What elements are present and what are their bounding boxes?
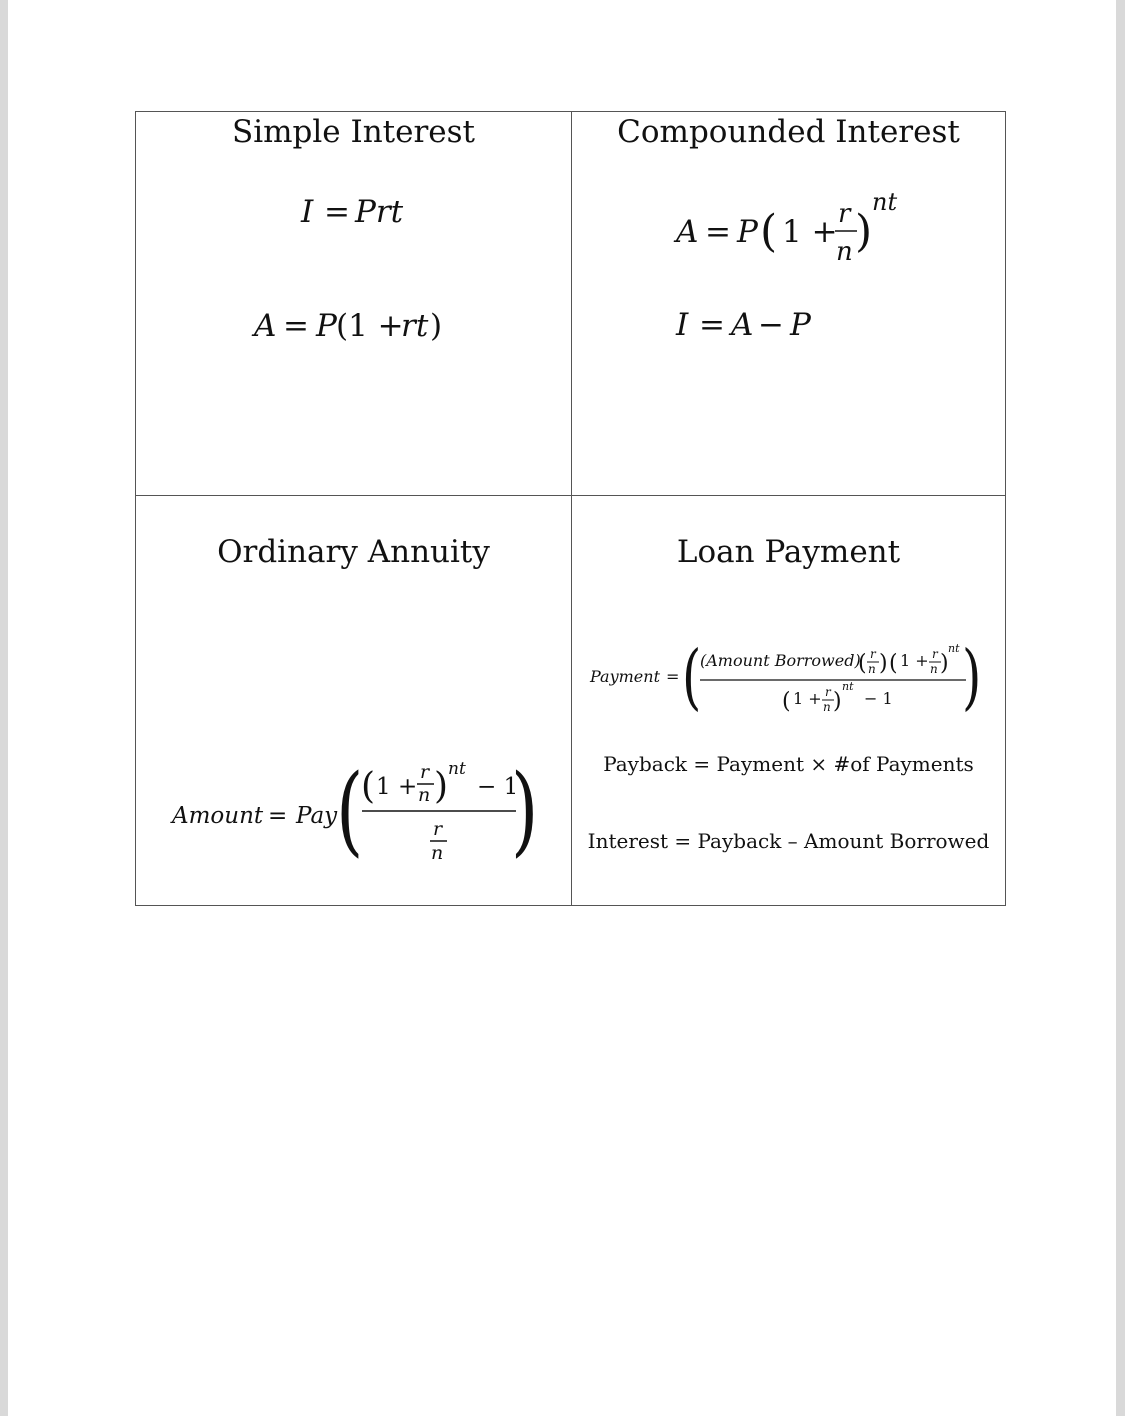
svg-text:r: r (870, 647, 876, 661)
svg-text:): ) (511, 753, 539, 868)
svg-text:I: I (676, 307, 689, 343)
svg-text:P: P (737, 214, 758, 250)
svg-text:− 1: − 1 (864, 689, 893, 708)
svg-text:n: n (418, 784, 431, 806)
svg-text:1 +: 1 + (900, 651, 929, 670)
svg-text:P: P (316, 308, 337, 344)
svg-text:): ) (879, 651, 888, 676)
svg-text:1 +: 1 + (793, 689, 822, 708)
compounded-interest-formula-2 (672, 304, 832, 346)
svg-text:Pay: Pay (296, 803, 338, 829)
ordinary-annuity-cell (136, 496, 571, 905)
svg-text:=: = (283, 308, 309, 344)
svg-text:(: ( (889, 651, 898, 676)
svg-text:(Amount Borrowed): (Amount Borrowed) (700, 651, 861, 670)
document-page (8, 0, 1116, 1416)
svg-text:− 1: − 1 (477, 774, 519, 800)
svg-text:P: P (790, 307, 811, 343)
svg-text:r: r (838, 199, 851, 229)
svg-text:nt: nt (872, 188, 898, 216)
svg-text:(1 +: (1 + (336, 308, 404, 344)
loan-payment-title: Loan Payment (676, 534, 901, 570)
simple-interest-title: Simple Interest (231, 114, 476, 150)
svg-text:r: r (420, 761, 430, 783)
svg-text:r: r (433, 818, 443, 840)
svg-text:): ) (434, 766, 449, 807)
svg-text:): ) (430, 308, 443, 344)
svg-text:(: ( (336, 753, 364, 868)
svg-text:(: ( (858, 651, 867, 676)
compounded-interest-formula-1 (672, 184, 912, 274)
interest-formula: Interest = Payback – Amount Borrowed (587, 829, 990, 853)
ordinary-annuity-formula (166, 746, 546, 876)
svg-text:Amount: Amount (172, 803, 264, 829)
svg-text:(: ( (760, 206, 778, 257)
svg-text:(: ( (782, 689, 791, 714)
svg-text:n: n (823, 700, 831, 714)
svg-text:n: n (431, 842, 444, 864)
compounded-interest-title: Compounded Interest (617, 114, 960, 150)
svg-text:rt: rt (401, 308, 429, 344)
svg-text:1 +: 1 + (376, 774, 418, 800)
compounded-interest-cell (572, 112, 1005, 495)
svg-text:r: r (932, 647, 938, 661)
svg-text:=: = (268, 803, 288, 829)
svg-text:A: A (254, 308, 277, 344)
svg-text:): ) (855, 206, 873, 257)
svg-text:): ) (962, 636, 982, 719)
svg-text:1 +: 1 + (782, 214, 838, 250)
svg-text:n: n (868, 662, 876, 676)
simple-interest-formula-2 (246, 304, 466, 348)
simple-interest-cell (136, 112, 571, 495)
svg-text:nt: nt (448, 759, 466, 779)
payback-formula: Payback = Payment × #of Payments (603, 752, 974, 776)
svg-text:Prt: Prt (355, 194, 404, 230)
svg-text:I: I (301, 194, 314, 230)
loan-payment-formula (582, 636, 997, 722)
svg-text:nt: nt (948, 642, 960, 655)
svg-text:(: ( (361, 766, 376, 807)
svg-text:=: = (324, 194, 350, 230)
ordinary-annuity-title: Ordinary Annuity (217, 534, 490, 570)
formula-table (135, 111, 1006, 906)
svg-text:(: ( (682, 636, 702, 719)
svg-text:=: = (705, 214, 731, 250)
svg-text:Payment: Payment (590, 667, 660, 686)
svg-text:A: A (731, 307, 754, 343)
svg-text:r: r (825, 685, 831, 699)
svg-text:A: A (676, 214, 699, 250)
loan-payment-cell (572, 496, 1005, 905)
svg-text:=: = (699, 307, 725, 343)
svg-text:nt: nt (842, 680, 854, 693)
svg-text:): ) (833, 689, 842, 714)
svg-text:=: = (666, 667, 680, 686)
simple-interest-formula-1 (276, 192, 436, 232)
svg-text:n: n (836, 237, 853, 267)
svg-text:−: − (758, 307, 784, 343)
svg-text:n: n (930, 662, 938, 676)
svg-text:): ) (940, 651, 949, 676)
